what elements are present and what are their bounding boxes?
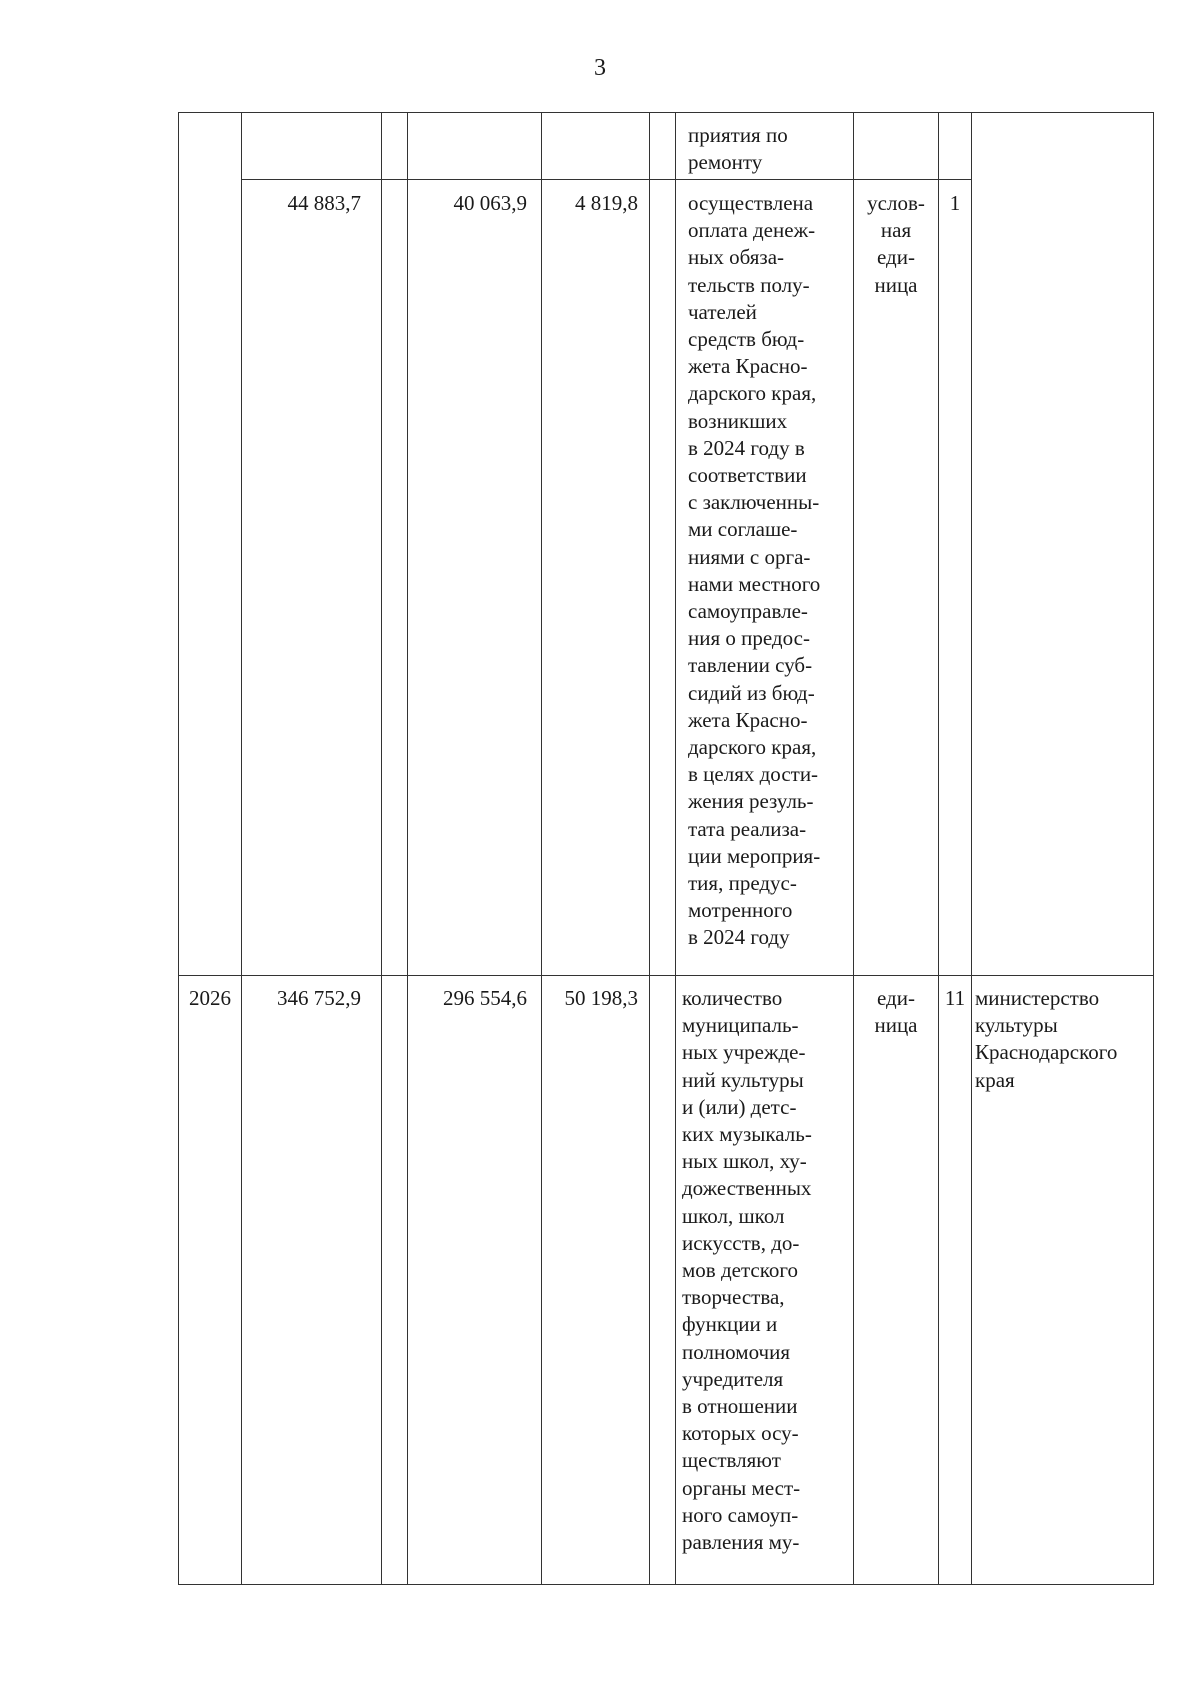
table-column-divider xyxy=(971,112,972,1584)
table-column-divider xyxy=(381,112,382,1584)
table-cell-total: 44 883,7 xyxy=(287,191,361,215)
table-column-divider xyxy=(241,112,242,1584)
table-cell-year: 2026 xyxy=(189,986,231,1010)
table-cell-description: осуществлена оплата денеж- ных обяза- тельств полу- чателей средств бюд- жета Красно- дарского края, возникших в 2024 году в соответствии с заключенны- ми соглаше- ниями с орга- нами местного самоуправле- ния о предос- тавлении суб- сидий из бюд- жета Красно- дарского края, в целях дости- жения резуль- тата реализа- ции мероприя- тия, предус- мотренного в 2024 году xyxy=(688,191,821,950)
table-cell-local-budget: 50 198,3 xyxy=(564,986,638,1010)
table-cell-unit: еди- ница xyxy=(874,986,918,1038)
table-column-divider xyxy=(541,112,542,1584)
table-cell-total: 346 752,9 xyxy=(277,986,361,1010)
table-cell-description: приятия по ремонту xyxy=(688,123,788,175)
table-column-divider xyxy=(649,112,650,1584)
table-cell-regional-budget: 296 554,6 xyxy=(443,986,527,1010)
table-column-divider xyxy=(938,112,939,1584)
table-row-divider xyxy=(241,179,972,180)
table-border-top xyxy=(178,112,1154,113)
table-column-divider xyxy=(853,112,854,1584)
table-cell-value: 11 xyxy=(944,986,966,1010)
table-cell-local-budget: 4 819,8 xyxy=(575,191,638,215)
table-border-bottom xyxy=(178,1584,1154,1585)
table-cell-regional-budget: 40 063,9 xyxy=(453,191,527,215)
table-cell-description: количество муниципаль- ных учрежде- ний культуры и (или) детс- ких музыкаль- ных школ, ху- дожественных школ, школ искусств, до- мов детского творчества, функции и полномочия учредителя в отношении которых осу- ществляют органы мест- ного самоуп- равления му- xyxy=(682,986,812,1555)
table-column-divider xyxy=(675,112,676,1584)
page-number: 3 xyxy=(594,55,606,81)
table-cell-unit: услов- ная еди- ница xyxy=(867,191,925,297)
table-row-divider xyxy=(178,975,1154,976)
table-cell-responsible: министерство культуры Краснодарского края xyxy=(975,986,1118,1092)
table-border-left xyxy=(178,112,179,1584)
table-cell-value: 1 xyxy=(949,191,961,215)
table-border-right xyxy=(1153,112,1154,1584)
table-column-divider xyxy=(407,112,408,1584)
